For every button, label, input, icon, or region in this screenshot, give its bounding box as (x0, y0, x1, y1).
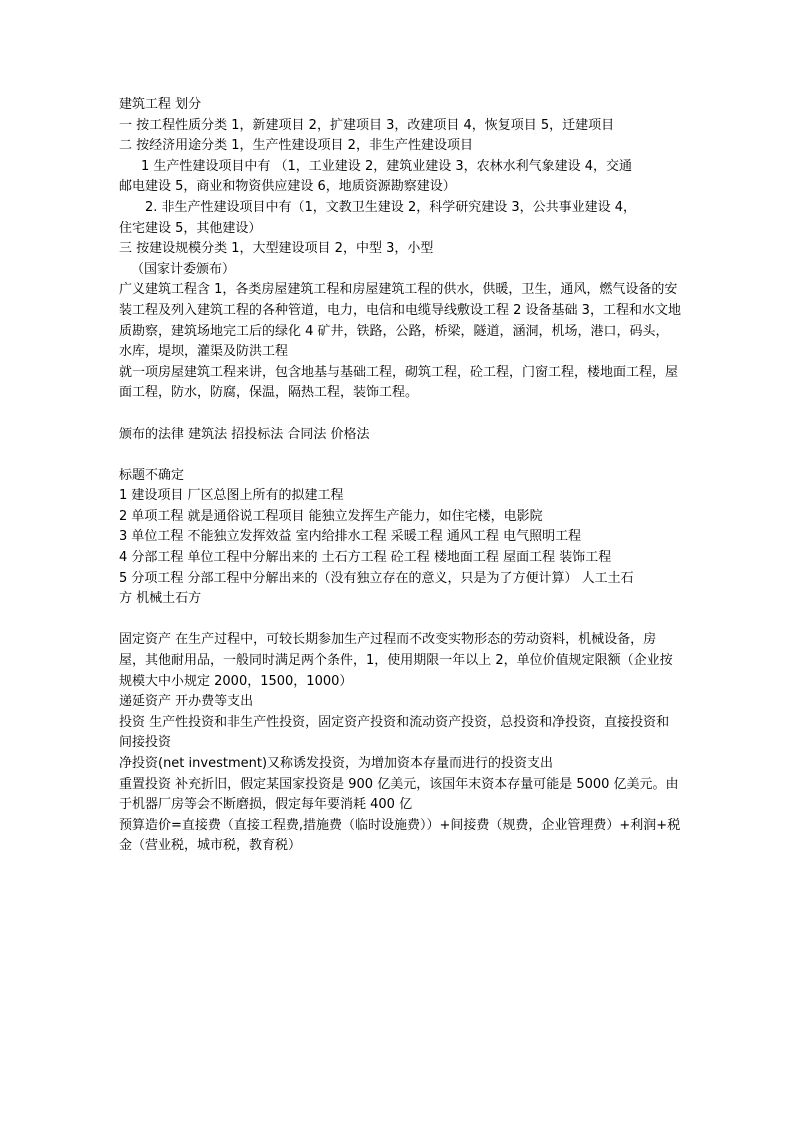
budget-cost-paragraph: 预算造价=直接费（直接工程费,措施费（临时设施费））+间接费（规费，企业管理费）+利润+税金（营业税，城市税，教育税） (119, 817, 681, 854)
document-page (119, 95, 681, 857)
list-item-unit-project: 3 单位工程 不能独立发挥效益 室内给排水工程 采暖工程 通风工程 电气照明工程 (119, 529, 582, 545)
list-item-divisional-project: 4 分部工程 单位工程中分解出来的 土石方工程 砼工程 楼地面工程 屋面工程 装饰工程 (119, 550, 612, 566)
replacement-investment-paragraph: 重置投资 补充折旧，假定某国家投资是 900 亿美元，该国年末资本存量可能是 5000 亿美元。由于机器厂房等会不断磨损，假定每年要消耗 400 亿 (119, 776, 679, 813)
laws-line: 颁布的法律 建筑法 招投标法 合同法 价格法 (119, 426, 370, 442)
building-works-paragraph: 就一项房屋建筑工程来讲，包含地基与基础工程，砌筑工程，砼工程，门窗工程，楼地面工程，屋面工程，防水，防腐，保温，隔热工程，装饰工程。 (119, 364, 679, 401)
productive-projects-line-1: 1 生产性建设项目中有 （1，工业建设 2，建筑业建设 3，农林水利气象建设 4，交通 (141, 158, 633, 174)
list-item-single-project: 2 单项工程 就是通俗说工程项目 能独立发挥生产能力，如住宅楼，电影院 (119, 508, 543, 524)
list-item-subitem-project-line-1: 5 分项工程 分部工程中分解出来的（没有独立存在的意义，只是为了方便计算） 人工土石 (119, 570, 634, 586)
list-item-subitem-project-line-2: 方 机械土石方 (119, 591, 202, 607)
net-investment-paragraph: 净投资(net investment)又称诱发投资，为增加资本存量而进行的投资支出 (119, 756, 554, 771)
list-item-construction-project: 1 建设项目 厂区总图上所有的拟建工程 (119, 488, 344, 504)
uncertain-title: 标题不确定 (119, 467, 185, 483)
classification-by-use: 二 按经济用途分类 1，生产性建设项目 2，非生产性建设项目 (119, 138, 473, 154)
issuer-note: （国家计委颁布） (131, 261, 236, 277)
nonproductive-projects-line-1: 2. 非生产性建设项目中有（1，文教卫生建设 2，科学研究建设 3，公共事业建设 4， (145, 199, 637, 215)
fixed-assets-paragraph: 固定资产 在生产过程中，可较长期参加生产过程而不改变实物形态的劳动资料，机械设备，房屋，其他耐用品，一般同时满足两个条件，1，使用期限一年以上 2，单位价值规定限额（企业按规模大中小规定 2000，1500，1000） (119, 632, 673, 689)
broad-construction-paragraph: 广义建筑工程含 1，各类房屋建筑工程和房屋建筑工程的供水，供暖，卫生，通风，燃气设备的安装工程及列入建筑工程的各种管道，电力，电信和电缆导线敷设工程 2 设备基础 3，工程和水文地质勘察，建筑场地完工后的绿化 4 矿井，铁路，公路，桥梁，隧道，涵洞，机场，港口，码头，水库，堤坝，灌渠及防洪工程 (119, 282, 681, 360)
nonproductive-projects-line-2: 住宅建设 5，其他建设） (119, 220, 262, 236)
productive-projects-line-2: 邮电建设 5，商业和物资供应建设 6，地质资源勘察建设） (119, 179, 456, 195)
investment-paragraph: 投资 生产性投资和非生产性投资，固定资产投资和流动资产投资，总投资和净投资，直接投资和间接投资 (119, 714, 670, 751)
deferred-assets-paragraph: 递延资产 开办费等支出 (119, 694, 254, 710)
section-title: 建筑工程 划分 (119, 97, 202, 112)
classification-by-nature: 一 按工程性质分类 1，新建项目 2，扩建项目 3，改建项目 4，恢复项目 5，迁建项目 (119, 117, 615, 133)
classification-by-scale: 三 按建设规模分类 1，大型建设项目 2，中型 3，小型 (119, 241, 434, 257)
